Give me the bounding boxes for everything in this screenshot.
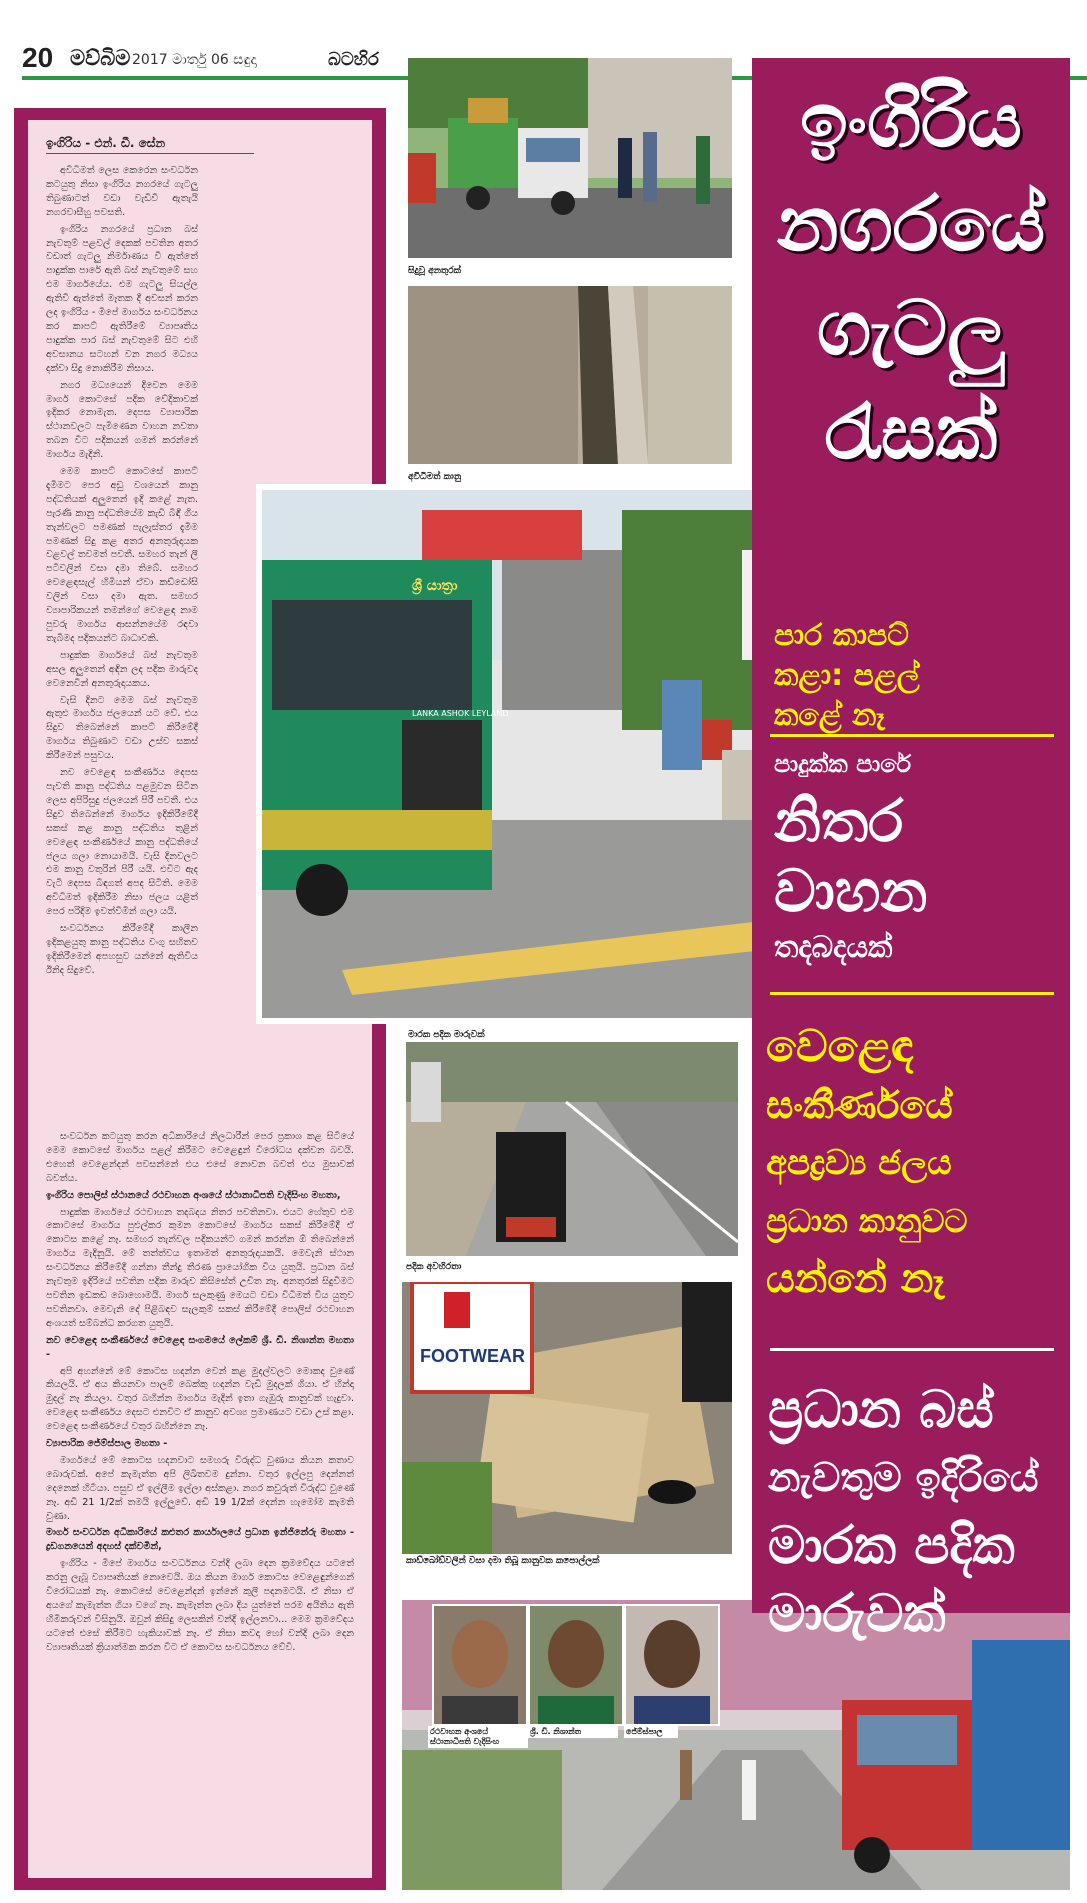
- article-text-wide: [46, 1130, 354, 1658]
- portrait-nishantha: [528, 1604, 624, 1726]
- subhead-wastewater-line-5: යන්නේ නෑ: [766, 1256, 945, 1302]
- caption-crossing: මාරක පදික මාරුවක්: [408, 1030, 485, 1040]
- caption-accident: සිදුවූ අනතුරක්: [408, 266, 461, 276]
- caption-cardboard: කාඩ්බෝඩ්වලින් වසා දමා තිබූ කානුවක කපොල්ලක්: [406, 1556, 600, 1566]
- headline-line-1: ඉංගිරිය: [800, 75, 1022, 164]
- subhead-crossing-line-3: මාරක පදික: [768, 1516, 1015, 1576]
- article-paragraph: මාර්ගයේ මේ කොටස හදනවාට සමහරු විරුද්ධ වුණාය කියන කතාව බොරුවක්. අපේ කැමැත්ත අපි ලිඛිතවම දුන්නා. වතුර ඉල්ලපු දෙන්නත් දෙනෙක් හිටියා. පසුව ඒ ඉල්ලීම ඉල්ලා අස්කළා. නගර කවුරුත් විරුද්ධ වුණේ නෑ. අඩි 21 1/2ක් තමයි ඉල්ලුවේ. අඩි 19 1/2ක් දෙන්න හැමෝම කැමති වුණා.: [46, 1454, 354, 1522]
- article-paragraph: සංවර්ධනය කිරීමේදී කාලීන ඉදිකළයුතු කානු පද්ධතිය වංගු සහිතව ඉදිකිරීමෙන් අපහසුව යන්නේ ඇතිවිය ඊනිද සිදුවේ.: [46, 923, 198, 976]
- main-headline: [752, 68, 1070, 484]
- photo-cardboard-drain: [402, 1282, 732, 1554]
- panel-divider-1: [770, 734, 1054, 737]
- portrait-jamespala: [624, 1604, 720, 1726]
- subhead-wastewater-line-2: සංකීර්ණයේ: [766, 1083, 953, 1127]
- subhead-crossing: [768, 1376, 1068, 1648]
- photo-pavement-obstruction: [406, 1042, 738, 1256]
- article-paragraph: සංවර්ධන කටයුතු කරන අධිකාරියේ නිලධාරීන් පෙර ප්‍රකාශ කළ සිටියේ මෙම කොටසේ මාර්ගය පළල් කිරීමට වෙළෙඳුන් විරෝධය දක්වන බවයි. එහෙත් වෙළෙන්දන් පවසන්නේ එය එසේ නොවන බවත් එය මුසාවක් බවත්ය.: [46, 1131, 354, 1184]
- subhead-wastewater-line-4: ප්‍රධාන කානුවට: [766, 1202, 968, 1240]
- subhead-crossing-line-1: ප්‍රධාන බස්: [768, 1380, 994, 1440]
- article-paragraph: ඉංගිරිය - මීපේ මාර්ගය සංවර්ධනය වන්දි ලබා දෙන ක්‍රමවේදය යටතේ කරනු ලැබූ ව්‍යාපෘතියක් නොවෙයි. ඔය කියන මාර්ග කොටස වෙළෙඳුන්ගෙන් විරෝධයක් නෑ. කොටසේ වෙළෙන්දන් ඉන්නේ කුලී පදනමටයි. ඒ නිසා ඒ අයගේ කැමැත්ත ගියා වගේ නෑ. කැමැත්ත ලබා දිය යුත්තේ පරම අයිතිය ඇති හිමිකරුවන් විසිනුයි. ඔවුන් කිසිදු ලෙසකින් වන්දි ඉල්ලනවා... මෙම ක්‍රමවේදය යටතේ එසේ කිරීමට හැකියාවක් නෑ. ඒ නිසා කවදා හෝ වන්දි ලබා දෙන ව්‍යාපෘතියක් ක්‍රියාත්මක කරන විට ඒ කොටස සංවර්ධනය වේවි.: [46, 1558, 354, 1653]
- headline-line-3: ගැටලු: [816, 283, 1006, 372]
- subhead-carpet-line-3: කළේ නෑ: [774, 698, 885, 733]
- article-paragraph: පාදුක්ක මාර්ගයේ රථවාහන තදබදය නිතර පවතිනවා. එයට හේතුව එම කොටසේ මාර්ගය පුළුල්කර කුමන කොටසේ මාර්ගය සකස් කිරීමේදී ඒ කොටස කළේ නෑ. සමහර තැන්වල පදිකයන්ට ගමන් කරන්න ඕ තිබෙන්නේ මාර්ගය මැදිනුයි. මේ තත්ත්වය ඉතාමත් අනතුරුදායකයි. මෙවැනි ස්ථාන සංවර්ධනය කිරීමේදී ගන්නා තීන්දු තීරණ ප්‍රායෝගික විය යුතුයි. ප්‍රධාන බස් නැවතුම ඉදිරියේ පවතින පදික මාරුව කිසිසේත් උචිත නෑ. අනතුරක් සිදුවීමට පවතින ඉඩකඩ බොහොමයි. මාර්ග සලකුණු මෙයට වඩා විධිමත් විය යුතුව පවතිනවා. මෙවැනි දේ පිළිබඳව සැලකුම් සකස් කිරීමේදී පොලිස් රථවාහන අංශයත් සම්බන්ධ කරගත යුතුයි.: [46, 1206, 354, 1329]
- article-text-narrow: [46, 164, 198, 981]
- article-subheading: නව වෙළෙඳ සංකීර්ණයේ වෙළෙඳ සංගමයේ ලේකම් ශ්‍රී. ඩී. නිශාන්ත මහතා -: [46, 1334, 354, 1360]
- photo-accident-scene: [408, 58, 732, 258]
- article-paragraph: මෙම කාපට් කොටසේ කාපට් දැමීමට පෙර අඩු වශයෙන් කානු පද්ධතියක් අලුතෙන් ඉදි කළේ නැත. පැරණි කානු පද්ධතියේම කැඩී බිඳී ගිය තැන්වලට පමණක් පැලැස්තර දැමීම පමණක් සිදු කළ අතර අනතුරුදායක වළවල් තවමත් පවතී. සමහර තැන් ලී පටිවලින් වසා දමා තිබේ. සමහර වෙළෙඳසැල් හිමියන් ඒවා කඩ්ඩෝසි වලින් වසා දමා ඇත. සමහර ව්‍යාපාරිකයන් තමන්ගේ වෙළෙඳ නාම පුවරු මාර්ගය ආසන්නයේම රඳවා තැබීමද පදිකයන්ට බාධාවකි.: [46, 466, 198, 644]
- footwear-sign-text: FOOTWEAR: [420, 1346, 525, 1366]
- article-byline: ඉංගිරිය - එන්. ඩී. සේන: [46, 136, 254, 154]
- headline-panel: [752, 58, 1070, 1644]
- subhead-wastewater-line-1: වෙළෙඳ: [766, 1021, 914, 1072]
- portrait-caption-2: ශ්‍රී. ඩී. නිශාන්ත: [528, 1726, 618, 1738]
- subhead-wastewater-line-3: අපද්‍රව්‍ය ජලය: [766, 1143, 952, 1183]
- caption-obstruction: පදික අවහිරතා: [406, 1262, 462, 1272]
- article-paragraph: ඉංගිරිය නගරයේ ප්‍රධාන බස් නැවතුම් පළවල් දෙකක් පවතින අතර වඩාත් ගැටලු නිර්මාණය වී ඇත්තේ පාදුක්ක පාරේ ඇති බස් නැවතුමේ සහ එම මාර්ගයේය. එම ගැටලු සියල්ල ඇතිවී ඇත්තේ මෑතක දී අවසන් කරන ලද ඉංගිරිය - මීපේ මාර්ගය සංවර්ධනය කර කාපට් ඇතිරීමේ ව්‍යාපෘතිය පාදුක්ක පාර බස් නැවතුමේ සිට එහි අවසානය සටහන් වන නගර මධ්‍යය දක්වා සිදු නොකිරීම නිසාය.: [46, 223, 198, 374]
- portrait-caption-3: ජේම්ස්පාල: [624, 1726, 678, 1738]
- subhead-traffic-line-2: වාහන: [774, 857, 928, 925]
- subhead-traffic-line-1: නිතර: [774, 787, 904, 855]
- article-paragraph: අපි අහන්නේ මේ කොටස හදන්න වෙන් කළ මුදල්වලට මොකද වුණේ කියලයි. ඒ අය කියනවා පාලම් බෙක්කු හදන්න වැඩි මුදලක් ගියා. ඒ හින්දා මුදල් නෑ කියලා. වතුර බහින්න මාර්ගය මැදින් ඉතා ගැඹුරු කානුවක් හැදුවා. වෙළෙඳ සංකීර්ණය දෙසට එනවිට ඒ කානුව අවශ්‍ය ප්‍රමාණයට වඩා උස් කළා. වෙළෙඳ සංකීර්ණයේ වතුර බහින්නෙ නෑ.: [46, 1365, 354, 1433]
- bus-brand-plate: LANKA ASHOK LEYLAND: [412, 709, 509, 718]
- article-paragraph: වැසි දිනට මෙම බස් නැවතුම ඇතුළු මාර්ගය ජලයෙන් යට වේ. එය සිදුව තිබෙන්නේ කාපට් කිරීමේදී මාර්ගය තිබුණාට වඩා උස්ව සකස් කිරීමෙන් පසුවය.: [46, 694, 198, 762]
- panel-divider-3: [770, 1348, 1054, 1351]
- subhead-crossing-line-4: මාරුවක්: [768, 1584, 946, 1644]
- bus-destination-sign: ශ්‍රී යාත්‍රා: [412, 578, 458, 594]
- article-paragraph: නගර මධ්‍යයෙන් දිවෙන මෙම මාර්ග කොටසේ පදික වේදිකාවක් ඉදිකර නොමැත. දෙපස ව්‍යාපාරික ස්ථානවලට පැමිණෙන වාහන නවතා තබන විට පදිකයන් ගමන් කරන්නේ මාර්ගය මැදිනි.: [46, 379, 198, 461]
- subhead-traffic-big: [774, 786, 1064, 926]
- section-name: බටහිර: [328, 49, 379, 70]
- portrait-wadisinghe: [432, 1604, 528, 1726]
- article-paragraph: නව වෙළෙඳ සංකීර්ණය දෙපස පැවති කානු පද්ධතිය පළමුවන සිටින ලෙස අපිරිසුදු ජලයෙන් පිරී පවතී. එය සිදුව තිබෙන්නේ මාර්ගය ඉදිකිරීමේදී සකස් කළ කානු පද්ධතිය තුළින් වෙළෙඳ සංකීර්ණයේ කානු පද්ධතියේ ජලය ගලා නොයාමයි. වැසි දිනවලට එම කානු වතුරින් පිරී යයි. එවිට ඇද වැටී දෙපස බිඳගත් අපද සිටිති. මෙම අවිධිමත් ඉදිකිරීම නිසා ජලය යළිත් පෙර පරිදිම ඉවත්වීමින් ගලා යයි.: [46, 767, 198, 918]
- caption-drain: අවිධිමත් කානු: [408, 472, 462, 482]
- portrait-caption-1: රථවාහන අංශයේ ස්ථානාධිපති වැදිසිංහ: [428, 1726, 528, 1748]
- article-subheading: ව්‍යාපාරික ජේම්ස්පාල මහතා -: [46, 1438, 168, 1450]
- panel-divider-2: [770, 992, 1054, 995]
- issue-date: 2017 මාර්තු 06 සඳුදා: [132, 52, 257, 68]
- subhead-carpet-line-1: පාර කාපට්: [774, 618, 909, 653]
- article-subheading: මාර්ග සංවර්ධන අධිකාරියේ කළුතර කාර්යාලයේ ප්‍රධාන ඉන්ජිනේරු මහතා - ද්‍රඩගනයෙන් අදහස් දක්වමින්,: [46, 1527, 354, 1553]
- headline-line-2: නගරයේ: [776, 179, 1046, 268]
- subhead-wastewater: [766, 1018, 1066, 1308]
- page-number: 20: [22, 42, 54, 73]
- photo-drain: [408, 286, 732, 464]
- newspaper-name: මව්බිම: [70, 46, 131, 70]
- subhead-traffic-small: පාදුක්ක පාරේ: [774, 750, 912, 778]
- article-subheading: ඉංගිරිය පොලිස් ස්ථානයේ රථවාහන අංශයේ ස්ථානාධිපති වැදිසිංහ මහතා,: [46, 1189, 341, 1201]
- subhead-crossing-line-2: නැවතුම ඉදිරියේ: [768, 1455, 1039, 1501]
- subhead-carpet: [774, 616, 1064, 736]
- subhead-traffic-end: තදබදයක්: [774, 930, 893, 965]
- headline-line-4: රැසක්: [824, 387, 998, 476]
- subhead-carpet-line-2: කළා: පළල්: [774, 658, 920, 693]
- article-paragraph: පාදුක්ක මාර්ගයේ බස් නැවතුම අසල අලුතෙන් අඳින ලද පදික මාරුවද වෙනෙවින් අනතුරුදායකය.: [46, 649, 198, 689]
- article-paragraph: අවිධිමත් ලෙස කෙරෙන සංවර්ධන කටයුතු නිසා ඉංගිරිය නගරයේ ගැටලු තිබුණාටත් වඩා වැඩිවී ඇතැයි නගරවාසීහු පවසති.: [46, 165, 198, 218]
